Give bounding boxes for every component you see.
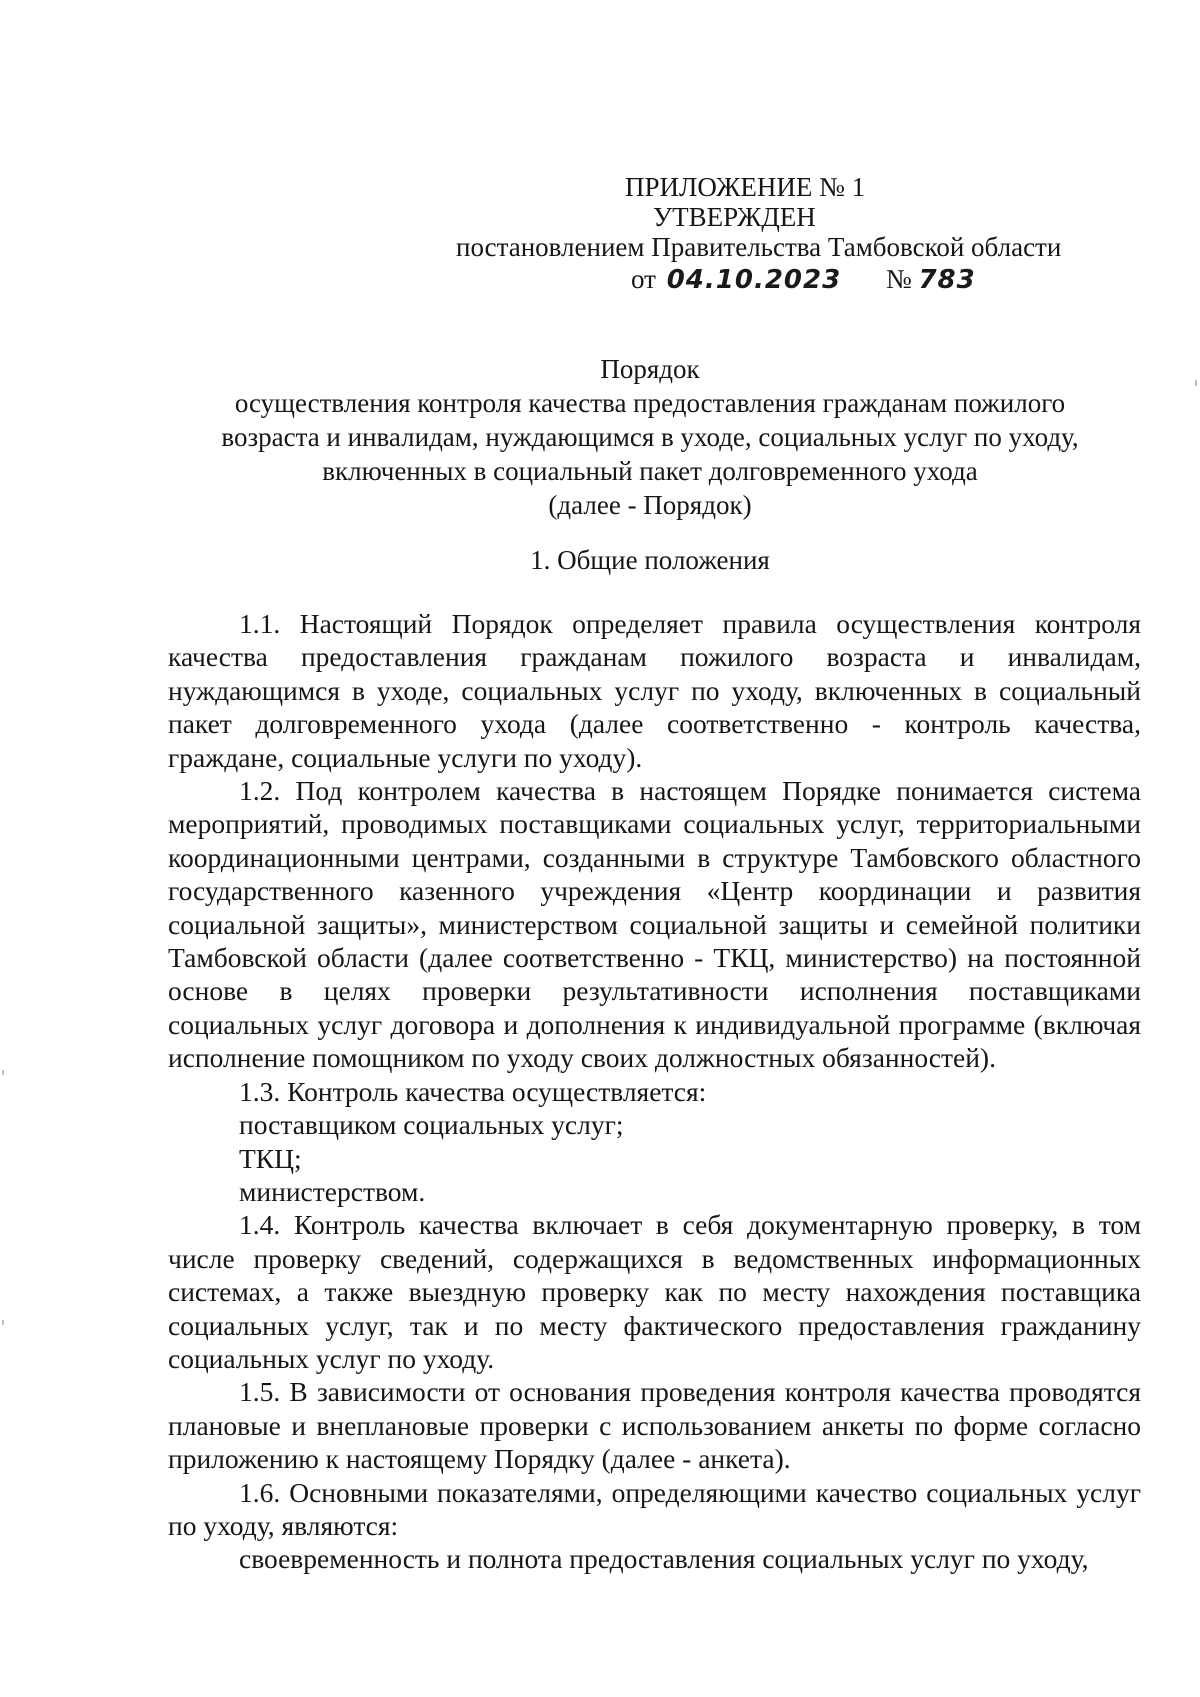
paragraph-1-3-item-c: министерством. — [239, 1175, 426, 1207]
approved-by: постановлением Правительства Тамбовской области — [456, 232, 1062, 262]
scan-mark — [2, 1320, 4, 1325]
approved-label: УТВЕРЖДЕН — [653, 202, 816, 232]
scan-mark — [2, 1070, 4, 1075]
paragraph-1-6: 1.6. Основными показателями, определяющими качество социальных услуг по уходу, являются: — [168, 1476, 1141, 1541]
paragraph-1-3: 1.3. Контроль качества осуществляется: — [239, 1075, 707, 1107]
title-line-5: (далее - Порядок) — [548, 490, 752, 520]
document-title — [170, 352, 1130, 522]
date-prefix: от — [631, 264, 656, 294]
title-line-2: осуществления контроля качества предоставления гражданам пожилого — [234, 388, 1066, 418]
title-line-1: Порядок — [600, 354, 700, 384]
document-body — [168, 607, 1141, 1576]
paragraph-1-5: 1.5. В зависимости от основания проведения контроля качества проводятся плановые и внеплановые проверки с использованием анкеты по форме согласно приложению к настоящему Порядку (далее - анкета). — [168, 1376, 1141, 1475]
approval-number: 783 — [918, 265, 976, 295]
section-heading: 1. Общие положения — [530, 545, 770, 575]
appendix-label: ПРИЛОЖЕНИЕ № 1 — [625, 172, 866, 202]
approval-date-line — [631, 262, 976, 297]
approval-date: 04.10.2023 — [666, 265, 842, 295]
paragraph-1-2: 1.2. Под контролем качества в настоящем Порядке понимается система мероприятий, проводимых поставщиками социальных услуг, территориальными координационными центрами, созданными в структуре Тамбовского областного государственного казенного учреждения «Центр координации и развития социальной защиты», министерством социальной защиты и семейной политики Тамбовской области (далее соответственно - ТКЦ, министерство) на постоянной основе в целях проверки результативности исполнения поставщиками социальных услуг договора и дополнения к индивидуальной программе (включая исполнение помощником по уходу своих должностных обязанностей). — [168, 775, 1141, 1074]
paragraph-1-6-item-a: своевременность и полнота предоставления социальных услуг по уходу, — [239, 1543, 1089, 1575]
title-line-4: включенных в социальный пакет долговременного ухода — [322, 456, 978, 486]
paragraph-1-3-item-a: поставщиком социальных услуг; — [239, 1109, 624, 1141]
paragraph-1-4: 1.4. Контроль качества включает в себя документарную проверку, в том числе проверку сведений, содержащихся в ведомственных информационных системах, а также выездную проверку как по месту нахождения поставщика социальных услуг, так и по месту фактического предоставления гражданину социальных услуг по уходу. — [168, 1209, 1141, 1374]
scan-mark — [1195, 380, 1197, 386]
paragraph-1-1: 1.1. Настоящий Порядок определяет правила осуществления контроля качества предоставления гражданам пожилого возраста и инвалидам, нуждающимся в уходе, социальных услуг по уходу, включенных в социальный пакет долговременного ухода (далее соответственно - контроль качества, граждане, социальные услуги по уходу). — [168, 608, 1141, 773]
paragraph-1-3-item-b: ТКЦ; — [239, 1142, 302, 1174]
title-line-3: возраста и инвалидам, нуждающимся в уходе, социальных услуг по уходу, — [221, 422, 1079, 452]
number-prefix: № — [885, 264, 912, 294]
